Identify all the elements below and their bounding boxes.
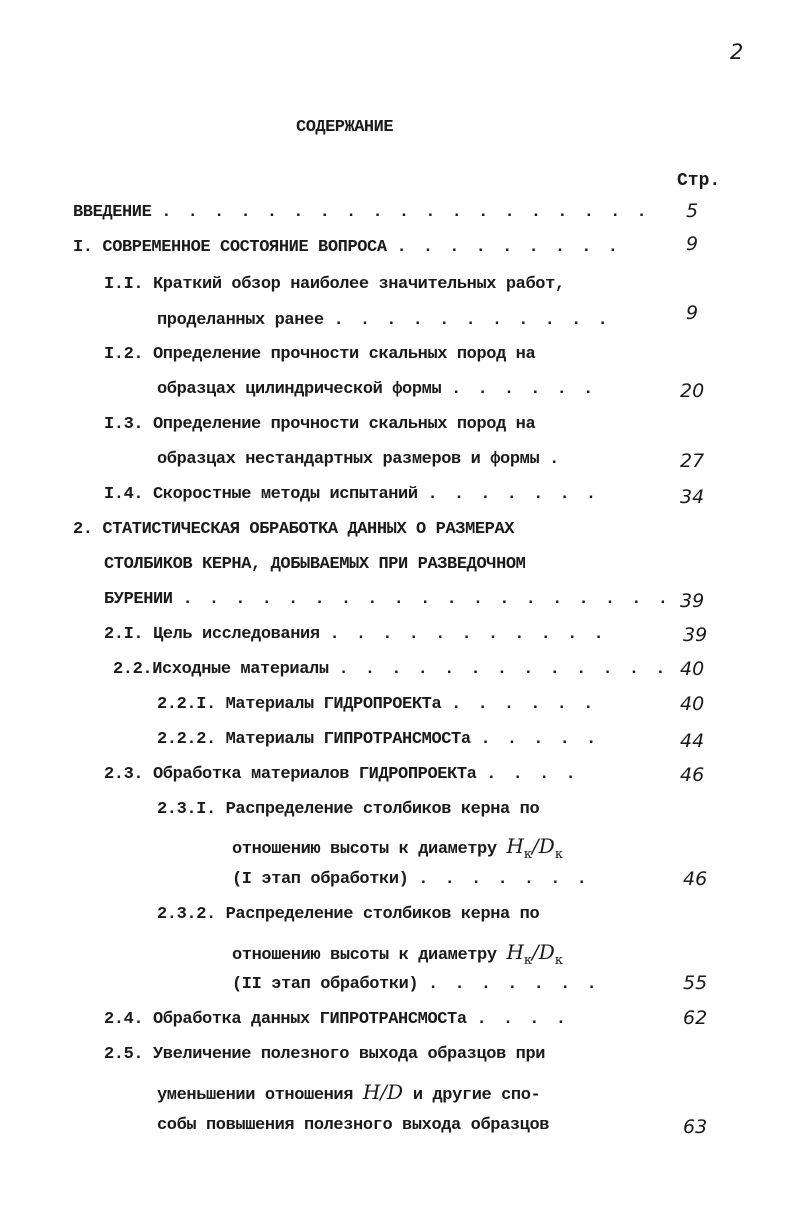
formula-diameter: D — [538, 940, 555, 964]
toc-page-number: 9 — [686, 233, 699, 255]
leader-dots: . . . . . . . . . . . . . — [338, 660, 669, 679]
toc-entry-section-2-5-cont2[interactable]: собы повышения полезного выхода образцов — [157, 1116, 550, 1135]
toc-page-number: 44 — [680, 730, 705, 752]
toc-entry-section-2-2-2[interactable] — [157, 730, 599, 749]
toc-entry-section-2-3-1[interactable]: 2.3.I. Распределение столбиков керна по — [157, 800, 540, 819]
toc-page-number: 27 — [680, 450, 705, 472]
toc-page-number: 5 — [686, 200, 699, 222]
toc-entry-text: проделанных ранее — [157, 311, 324, 330]
leader-dots: . . . . . . — [451, 380, 597, 399]
leader-dots: . — [549, 450, 563, 469]
toc-entry-section-2-cont[interactable]: СТОЛБИКОВ КЕРНА, ДОБЫВАЕМЫХ ПРИ РАЗВЕДОЧНОМ — [104, 555, 526, 574]
toc-entry-section-1-2-cont[interactable] — [157, 380, 596, 399]
leader-dots: . . . . . . . . . . . . . . . . . . . — [182, 590, 671, 609]
leader-dots: . . . . . . — [451, 695, 597, 714]
toc-entry-section-2-2-1[interactable] — [157, 695, 596, 714]
toc-entry-section-1-1[interactable]: I.I. Краткий обзор наиболее значительных работ, — [104, 275, 565, 294]
toc-entry-section-2-3-2-cont2[interactable] — [232, 975, 600, 994]
toc-entry-section-1-2[interactable]: I.2. Определение прочности скальных пород на — [104, 345, 536, 364]
toc-entry-text: I.4. Скоростные методы испытаний — [104, 485, 418, 504]
toc-entry-text: (II этап обработки) — [232, 975, 419, 994]
toc-entry-section-1-1-cont[interactable] — [157, 311, 611, 330]
toc-page-number: 20 — [680, 380, 705, 402]
leader-dots: . . . . . . . — [418, 870, 590, 889]
formula-subscript: к — [523, 953, 533, 968]
toc-page-number: 9 — [686, 302, 699, 324]
toc-entry-section-2-2[interactable] — [113, 660, 669, 679]
toc-entry-text: 2.4. Обработка данных ГИПРОТРАНСМОСТа — [104, 1010, 467, 1029]
page-title: СОДЕРЖАНИЕ — [296, 118, 394, 137]
formula-subscript: к — [554, 953, 563, 968]
toc-entry-section-2-3-1-cont2[interactable] — [232, 870, 590, 889]
toc-entry-text: БУРЕНИИ — [104, 590, 173, 609]
toc-entry-text: образцах цилиндрической формы — [157, 380, 442, 399]
leader-dots: . . . . . . . . . . . . . . . . . . . — [161, 203, 650, 222]
toc-page-number: 46 — [680, 764, 705, 786]
toc-entry-section-2-4[interactable] — [104, 1010, 569, 1029]
toc-entry-text: 2.I. Цель исследования — [104, 625, 320, 644]
toc-entry-text: и другие спо- — [412, 1086, 541, 1105]
toc-entry-text: отношению высоты к диаметру — [232, 840, 497, 859]
leader-dots: . . . . — [476, 1010, 569, 1029]
ratio-formula — [506, 940, 563, 968]
toc-entry-text: 2.3. Обработка материалов ГИДРОПРОЕКТа — [104, 765, 477, 784]
toc-entry-section-2-3-2[interactable]: 2.3.2. Распределение столбиков керна по — [157, 905, 540, 924]
toc-entry-text: уменьшении отношения — [157, 1086, 354, 1105]
toc-entry-section-2[interactable]: 2. СТАТИСТИЧЕСКАЯ ОБРАБОТКА ДАННЫХ О РАЗМЕРАХ — [73, 520, 515, 539]
toc-page-number: 40 — [680, 658, 705, 680]
toc-entry-text: 2.2.2. Материалы ГИПРОТРАНСМОСТа — [157, 730, 471, 749]
toc-entry-text: образцах нестандартных размеров и формы — [157, 450, 540, 469]
toc-entry-section-2-3[interactable] — [104, 765, 579, 784]
toc-entry-intro[interactable] — [73, 203, 650, 222]
toc-entry-section-1-3[interactable]: I.3. Определение прочности скальных пород на — [104, 415, 536, 434]
formula-subscript: к — [523, 847, 533, 862]
ratio-formula: H/D — [362, 1080, 404, 1104]
toc-entry-section-2-cont2[interactable] — [104, 590, 671, 609]
toc-entry-section-1-4[interactable] — [104, 485, 599, 504]
page-column-header: Стр. — [677, 171, 721, 191]
leader-dots: . . . . — [486, 765, 579, 784]
toc-entry-section-2-3-2-cont[interactable] — [232, 940, 563, 968]
toc-page-number: 62 — [683, 1007, 708, 1029]
toc-page-number: 63 — [683, 1116, 708, 1138]
toc-page-number: 40 — [680, 693, 705, 715]
formula-slash: / — [532, 940, 539, 964]
toc-page-number: 55 — [683, 972, 708, 994]
toc-entry-text: ВВЕДЕНИЕ — [73, 203, 152, 222]
toc-entry-text: 2.2.I. Материалы ГИДРОПРОЕКТа — [157, 695, 442, 714]
formula-slash: / — [532, 834, 539, 858]
toc-entry-text: (I этап обработки) — [232, 870, 409, 889]
toc-page-number: 39 — [680, 590, 705, 612]
formula-diameter: D — [538, 834, 555, 858]
formula-subscript: к — [554, 847, 563, 862]
ratio-formula — [506, 834, 563, 862]
leader-dots: . . . . . — [480, 730, 600, 749]
toc-entry-text: I. СОВРЕМЕННОЕ СОСТОЯНИЕ ВОПРОСА — [73, 238, 387, 257]
toc-entry-section-2-1[interactable] — [104, 625, 607, 644]
leader-dots: . . . . . . . — [428, 975, 600, 994]
leader-dots: . . . . . . . . . . . — [329, 625, 607, 644]
toc-page-number: 39 — [683, 624, 708, 646]
toc-entry-section-1[interactable] — [73, 238, 621, 257]
toc-entry-section-2-5[interactable]: 2.5. Увеличение полезного выхода образцов при — [104, 1045, 546, 1064]
leader-dots: . . . . . . . — [427, 485, 600, 504]
leader-dots: . . . . . . . . . — [396, 238, 621, 257]
toc-entry-section-2-3-1-cont[interactable] — [232, 834, 563, 862]
formula-height: H — [506, 940, 524, 964]
toc-entry-text: 2.2.Исходные материалы — [113, 660, 329, 679]
toc-page-number: 46 — [683, 868, 708, 890]
page-number: 2 — [730, 40, 744, 64]
toc-entry-section-1-3-cont[interactable] — [157, 450, 562, 469]
leader-dots: . . . . . . . . . . . — [333, 311, 611, 330]
formula-height: H — [506, 834, 524, 858]
toc-page-number: 34 — [680, 486, 705, 508]
toc-entry-text: отношению высоты к диаметру — [232, 946, 497, 965]
toc-entry-section-2-5-cont[interactable] — [157, 1080, 540, 1105]
